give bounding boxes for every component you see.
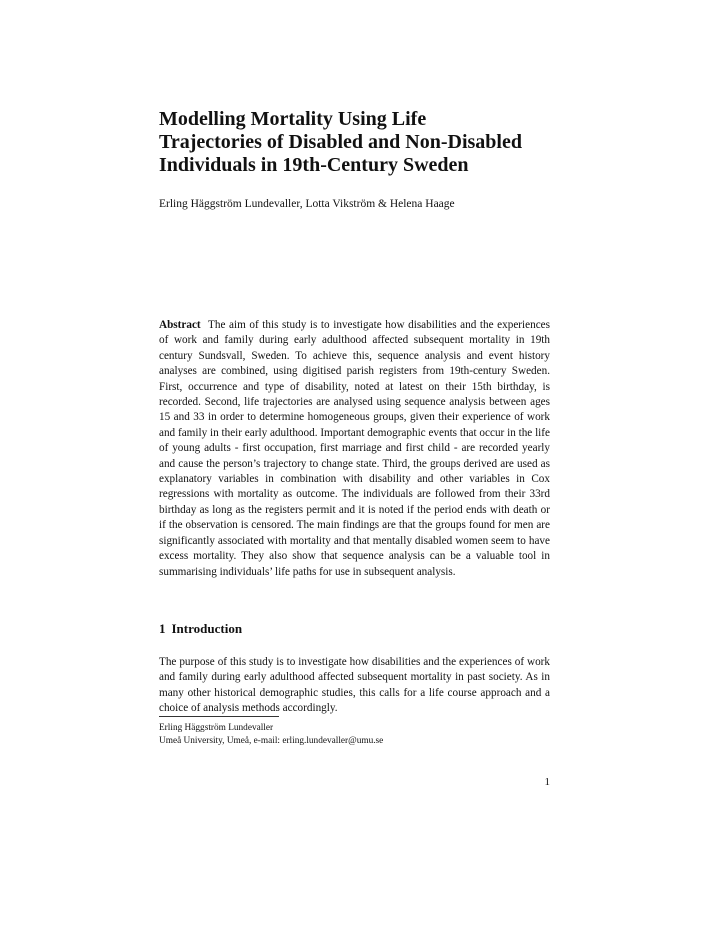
title-line-1: Modelling Mortality Using Life (159, 108, 427, 130)
section-title: Introduction (171, 621, 243, 636)
title-line-2: Trajectories of Disabled and Non-Disabled (159, 131, 522, 153)
title-line-3: Individuals in 19th-Century Sweden (159, 154, 469, 176)
paper-title (159, 108, 579, 177)
section-number: 1 (159, 621, 166, 636)
introduction-paragraph: The purpose of this study is to investigate how disabilities and the experiences of work and family during early adulthood affected subsequent mortality in past society. As in many other historical demographic studies, this calls for a life course approach and a choice of analysis methods accordingly. (159, 656, 550, 715)
section-heading-introduction (159, 621, 242, 637)
author-list: Erling Häggström Lundevaller, Lotta Vikström & Helena Haage (159, 198, 455, 210)
footnote-divider (159, 716, 279, 717)
abstract (159, 318, 550, 580)
abstract-label: Abstract (159, 319, 201, 331)
author-footnote (159, 722, 550, 747)
page-number: 1 (544, 776, 550, 788)
footnote-author-name: Erling Häggström Lundevaller (159, 723, 274, 733)
footnote-affiliation: Umeå University, Umeå, e-mail: erling.lundevaller@umu.se (159, 735, 384, 746)
abstract-text: The aim of this study is to investigate how disabilities and the experiences of work and family during early adulthood affected subsequent mortality in 19th century Sundsvall, Sweden. To achieve this, sequence analysis and event history analyses are combined, using digitised parish registers from 19th-century Sweden. First, occurrence and type of disability, noted at latest on their 15th birthday, is recorded. Second, life trajectories are analysed using sequence analysis between ages 15 and 33 in order to determine homogeneous groups, given their experience of work and family in their early adulthood. Important demographic events that occur in the life of young adults - first occupation, first marriage and first child - are recorded yearly and cause the person’s trajectory to change state. Third, the groups derived are used as explanatory variables in combination with disability and other variables in Cox regressions with mortality as outcome. The individuals are followed from their 33rd birthday as long as the registers permit and it is noted if the period ends with death or if the observation is censored. The main findings are that the groups found for men are significantly associated with mortality and that mentally disabled women seem to have excess mortality. They also show that sequence analysis can be a valuable tool in summarising individuals’ life paths for use in subsequent analysis. (159, 319, 550, 578)
